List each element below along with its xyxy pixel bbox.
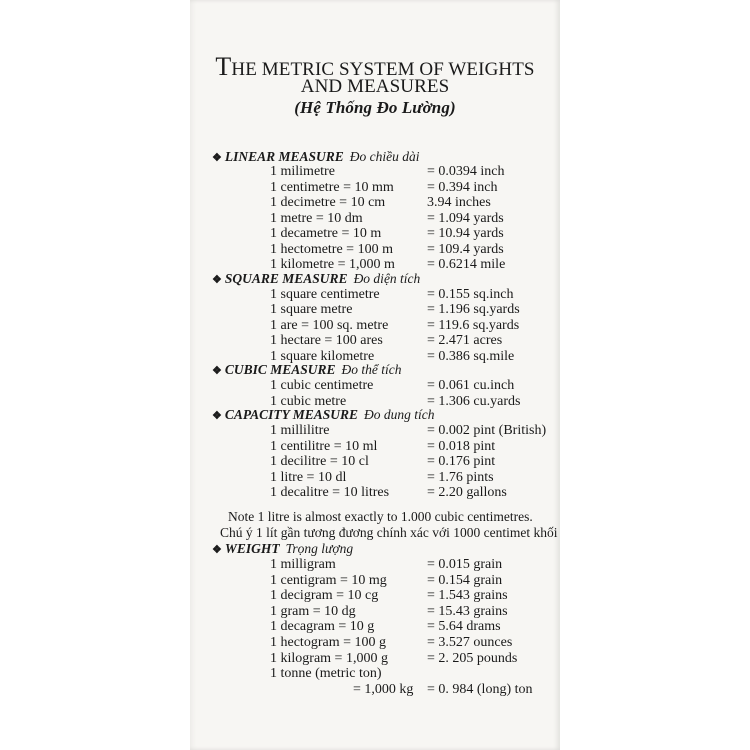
measure-value: = 0.018 pint <box>427 439 496 454</box>
measure-value: = 15.43 grains <box>427 604 508 619</box>
measure-tables <box>190 0 560 750</box>
measure-value: = 1.543 grains <box>427 588 508 603</box>
measure-unit: 1 square centimetre <box>270 287 380 302</box>
measure-value: = 0.002 pint (British) <box>427 423 547 438</box>
measure-unit: 1 are = 100 sq. metre <box>270 318 389 333</box>
measure-unit: 1 kilogram = 1,000 g <box>270 651 388 666</box>
section-label: LINEAR MEASURE <box>224 149 344 164</box>
bullet-icon: ❖ <box>212 152 222 164</box>
measure-value: 3.94 inches <box>427 195 491 210</box>
note-english: Note 1 litre is almost exactly to 1.000 cubic centimetres. <box>228 509 533 524</box>
measure-value: = 0.061 cu.inch <box>427 378 515 393</box>
section-label: CAPACITY MEASURE <box>224 407 359 422</box>
measure-value: = 1.76 pints <box>427 470 494 485</box>
bullet-icon: ❖ <box>212 544 222 556</box>
section-header-cubic <box>212 362 402 378</box>
measure-unit: 1 milligram <box>270 557 336 572</box>
measure-value: = 0. 984 (long) ton <box>427 682 533 697</box>
measure-value: = 2.471 acres <box>427 333 503 348</box>
measure-unit: 1 decagram = 10 g <box>270 619 375 634</box>
measure-unit: 1 centigram = 10 mg <box>270 573 387 588</box>
measure-unit: 1 decilitre = 10 cl <box>270 454 369 469</box>
measure-value: = 5.64 drams <box>427 619 501 634</box>
measure-value: = 2.20 gallons <box>427 485 507 500</box>
bullet-icon: ❖ <box>212 365 222 377</box>
measure-value: = 1.196 sq.yards <box>427 302 520 317</box>
measure-unit: 1 cubic metre <box>270 394 347 409</box>
measure-unit: 1 tonne (metric ton) <box>270 666 382 681</box>
measure-unit: 1 decalitre = 10 litres <box>270 485 390 500</box>
section-header-weight <box>212 541 353 557</box>
measure-unit: 1 centilitre = 10 ml <box>270 439 378 454</box>
measure-value: = 109.4 yards <box>427 242 504 257</box>
measure-unit: 1 milimetre <box>270 164 335 179</box>
section-label: CUBIC MEASURE <box>224 362 336 377</box>
section-header-square <box>212 271 420 287</box>
measure-unit: 1 litre = 10 dl <box>270 470 347 485</box>
measure-value: = 0.155 sq.inch <box>427 287 514 302</box>
measure-value: = 3.527 ounces <box>427 635 513 650</box>
measure-value: = 0.386 sq.mile <box>427 349 515 364</box>
measure-unit: 1 decametre = 10 m <box>270 226 382 241</box>
measure-value: = 0.394 inch <box>427 180 498 195</box>
measure-unit: 1 square kilometre <box>270 349 375 364</box>
book-page <box>190 0 560 750</box>
title-line-1: THE METRIC SYSTEM OF WEIGHTS <box>215 52 535 81</box>
measure-unit: = 1,000 kg <box>353 682 414 697</box>
measure-value: = 0.154 grain <box>427 573 503 588</box>
measure-unit: 1 decimetre = 10 cm <box>270 195 386 210</box>
measure-unit: 1 square metre <box>270 302 353 317</box>
measure-unit: 1 metre = 10 dm <box>270 211 363 226</box>
bullet-icon: ❖ <box>212 410 222 422</box>
measure-value: = 0.6214 mile <box>427 257 506 272</box>
section-header-capacity <box>212 407 435 423</box>
section-label-vn: Đo chiều dài <box>349 149 420 164</box>
measure-value: = 10.94 yards <box>427 226 504 241</box>
title-line-2: AND MEASURES <box>300 76 450 97</box>
section-label: SQUARE MEASURE <box>224 271 348 286</box>
section-label-vn: Đo dung tích <box>364 407 435 422</box>
section-label: WEIGHT <box>224 541 280 556</box>
measure-unit: 1 hectare = 100 ares <box>270 333 383 348</box>
measure-unit: 1 gram = 10 dg <box>270 604 356 619</box>
section-label-vn: Đo thể tích <box>341 362 402 377</box>
measure-unit: 1 millilitre <box>270 423 330 438</box>
measure-unit: 1 decigram = 10 cg <box>270 588 379 603</box>
section-header-linear <box>212 149 420 165</box>
measure-unit: 1 cubic centimetre <box>270 378 374 393</box>
measure-value: = 0.015 grain <box>427 557 503 572</box>
measure-value: = 119.6 sq.yards <box>427 318 520 333</box>
subtitle: (Hệ Thống Đo Lường) <box>294 98 456 117</box>
measure-unit: 1 hectogram = 100 g <box>270 635 386 650</box>
measure-value: = 1.094 yards <box>427 211 504 226</box>
measure-value: = 2. 205 pounds <box>427 651 518 666</box>
measure-unit: 1 kilometre = 1,000 m <box>270 257 395 272</box>
measure-value: = 0.176 pint <box>427 454 496 469</box>
section-label-vn: Trọng lượng <box>285 541 354 556</box>
measure-unit: 1 hectometre = 100 m <box>270 242 393 257</box>
bullet-icon: ❖ <box>212 274 222 286</box>
note-vietnamese: Chú ý 1 lít gần tương đương chính xác với 1000 centimet khối <box>220 525 558 540</box>
measure-value: = 1.306 cu.yards <box>427 394 521 409</box>
measure-unit: 1 centimetre = 10 mm <box>270 180 394 195</box>
measure-value: = 0.0394 inch <box>427 164 505 179</box>
section-label-vn: Đo diện tích <box>353 271 421 286</box>
